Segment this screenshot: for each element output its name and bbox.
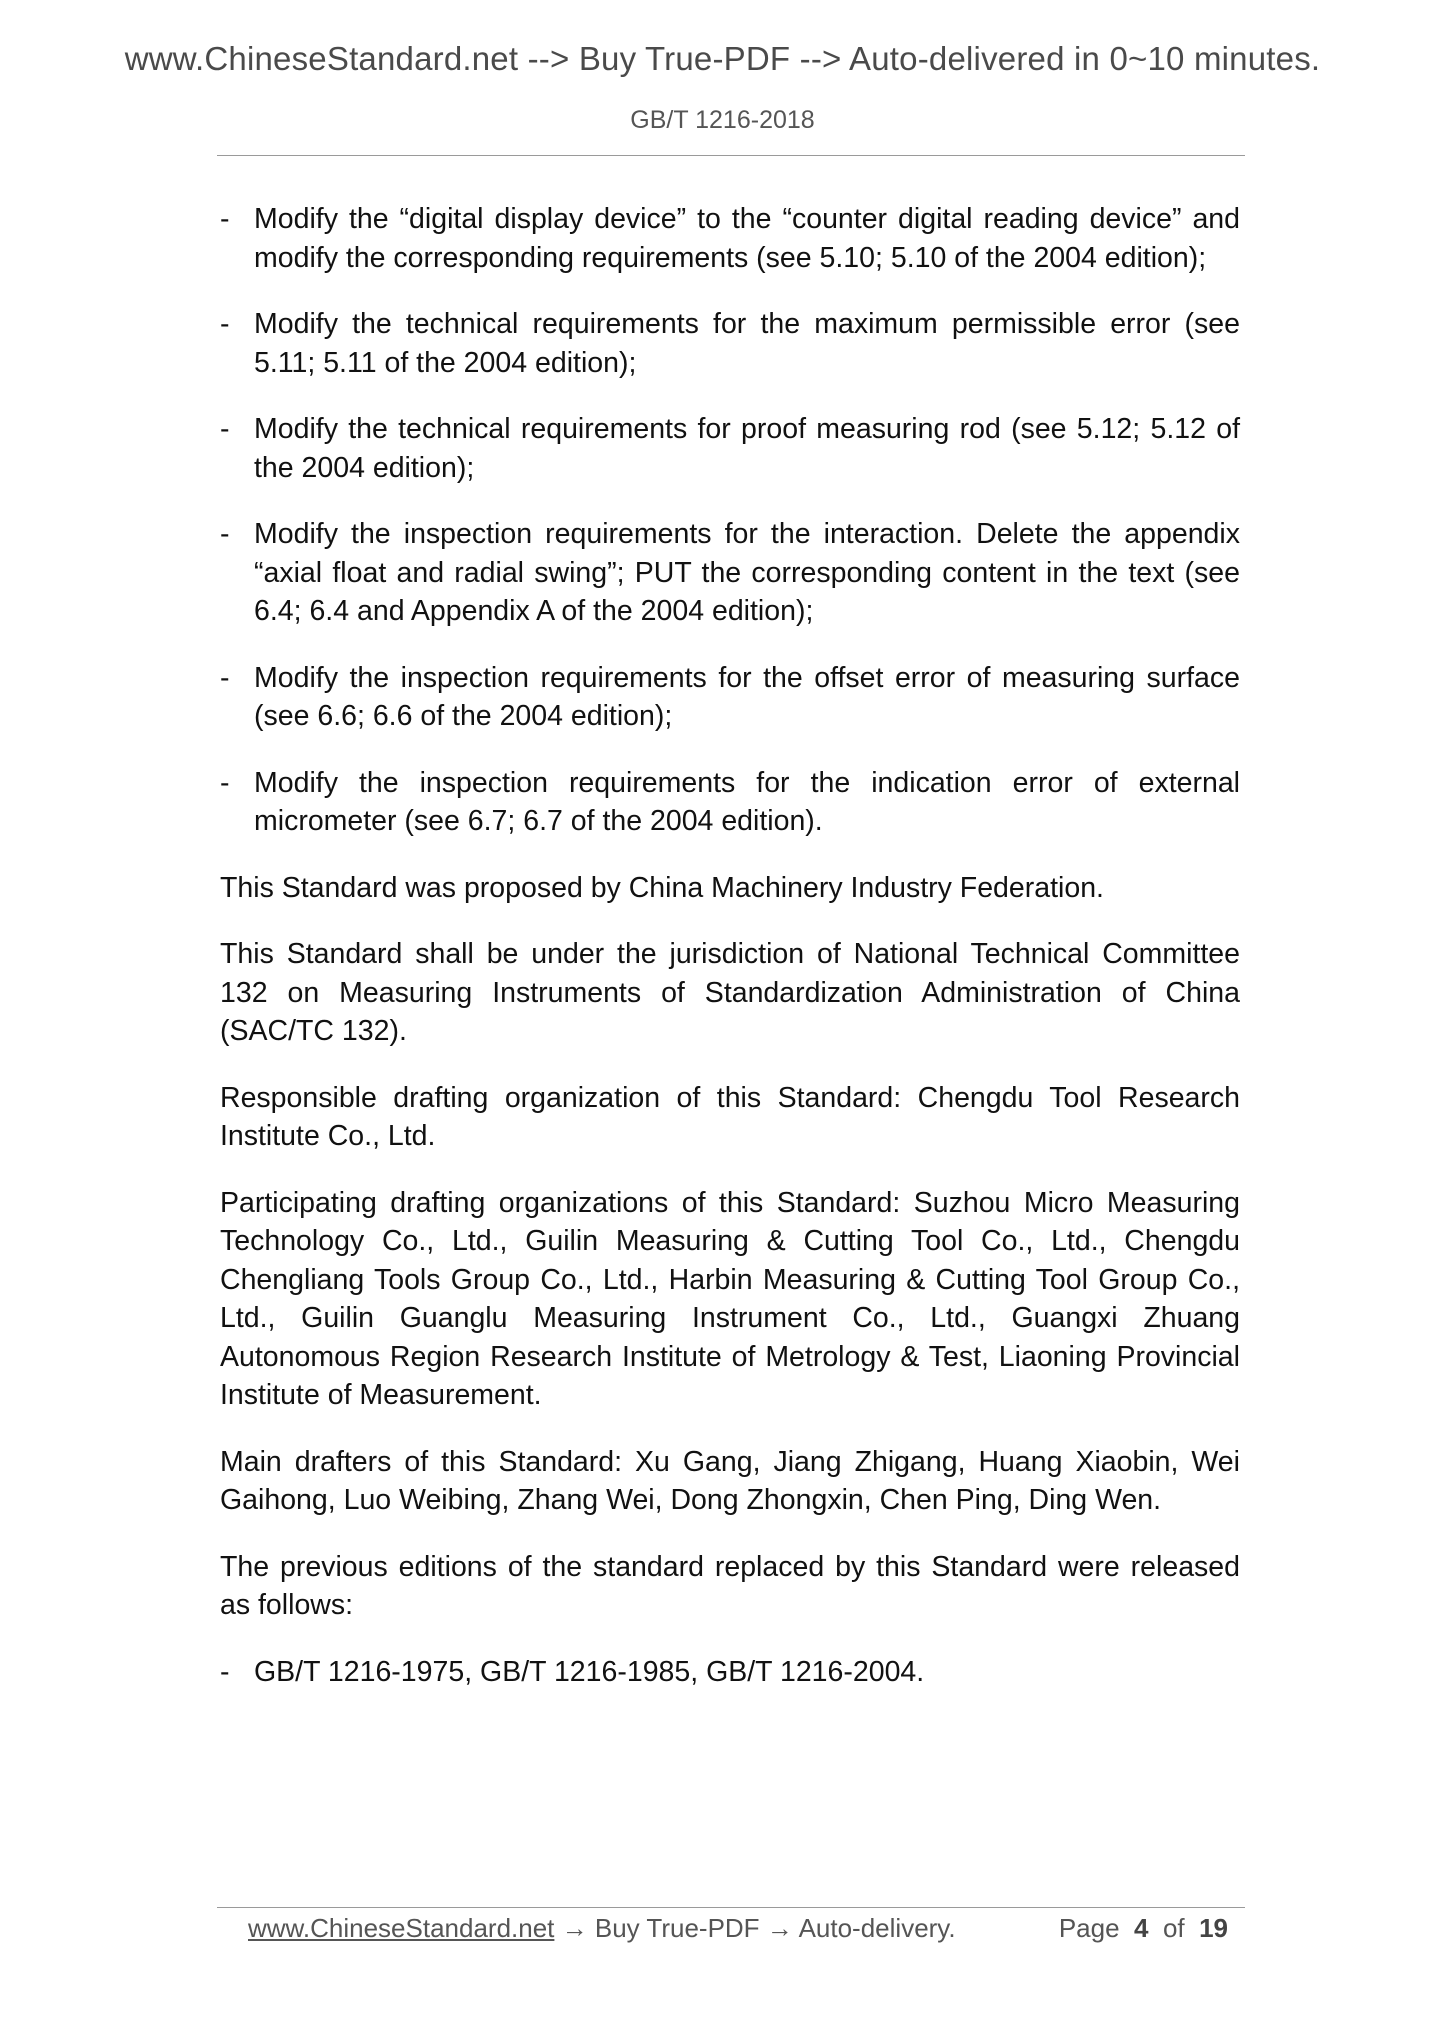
change-item-text: Modify the technical requirements for the maximum permissible error (see 5.11; 5.11 of the 2004 edition); — [254, 308, 1240, 379]
drafters-paragraph: Main drafters of this Standard: Xu Gang, Jiang Zhigang, Huang Xiaobin, Wei Gaihong, Luo Weibing, Zhang Wei, Dong Zhongxin, Chen Ping, Ding Wen. — [220, 1445, 1240, 1516]
change-item — [220, 410, 1240, 487]
bullet-dash: - — [220, 308, 230, 340]
change-item — [220, 764, 1240, 841]
bullet-dash: - — [220, 766, 230, 799]
bullet-dash: - — [220, 1655, 230, 1688]
previous-editions-paragraph: The previous editions of the standard replaced by this Standard were released as follows: — [220, 1550, 1240, 1621]
responsible-org-paragraph: Responsible drafting organization of this Standard: Chengdu Tool Research Institute Co., Ltd. — [220, 1081, 1240, 1152]
change-item-text: Modify the inspection requirements for the interaction. Delete the appendix “axial float and radial swing”; PUT the corresponding content in the text (see 6.4; 6.4 and Appendix A of the 2004 edition); — [254, 518, 1240, 627]
bullet-dash: - — [220, 413, 230, 445]
bullet-dash: - — [220, 203, 230, 235]
page-content — [220, 200, 1240, 1719]
change-item-text: Modify the inspection requirements for the indication error of external micrometer (see 6.7; 6.7 of the 2004 edition). — [254, 766, 1240, 837]
site-banner: www.ChineseStandard.net --> Buy True-PDF --> Auto-delivered in 0~10 minutes. — [124, 40, 1321, 77]
header-divider — [217, 155, 1245, 156]
participating-orgs-paragraph: Participating drafting organizations of this Standard: Suzhou Micro Measuring Technology Co., Ltd., Guilin Measuring & Cutting Tool Co., Ltd., Chengdu Chengliang Tools Group Co., Ltd., Harbin Measuring & Cutting Tool Group Co., Ltd., Guilin Guanglu Measuring Instrument Co., Ltd., Guangxi Zhuang Autonomous Region Research Institute of Metrology & Test, Liaoning Provincial Institute of Measurement. — [220, 1186, 1240, 1411]
change-item — [220, 305, 1240, 382]
editions-item-text: GB/T 1216-1975, GB/T 1216-1985, GB/T 1216-2004. — [254, 1655, 925, 1688]
page-number — [1059, 1913, 1228, 1944]
footer-divider — [217, 1907, 1245, 1908]
change-item-text: Modify the technical requirements for proof measuring rod (see 5.12; 5.12 of the 2004 edition); — [254, 413, 1240, 484]
change-item — [220, 515, 1240, 631]
document-code: GB/T 1216-2018 — [630, 106, 815, 134]
change-item-text: Modify the “digital display device” to the “counter digital reading device” and modify the corresponding requirements (see 5.10; 5.10 of the 2004 edition); — [254, 203, 1240, 274]
bullet-dash: - — [220, 661, 230, 694]
change-item — [220, 659, 1240, 736]
change-item-text: Modify the inspection requirements for the offset error of measuring surface (see 6.6; 6.6 of the 2004 edition); — [254, 661, 1240, 732]
bullet-dash: - — [220, 518, 230, 550]
current-page: 4 — [1134, 1913, 1149, 1943]
change-item — [220, 200, 1240, 277]
page-label: Page — [1058, 1913, 1120, 1943]
site-link[interactable]: www.ChineseStandard.net — [248, 1913, 555, 1943]
editions-item — [220, 1653, 1240, 1692]
footer-promo — [248, 1913, 956, 1944]
jurisdiction-paragraph: This Standard shall be under the jurisdiction of National Technical Committee 132 on Measuring Instruments of Standardization Administration of China (SAC/TC 132). — [220, 938, 1240, 1047]
proposer-paragraph: This Standard was proposed by China Machinery Industry Federation. — [220, 871, 1104, 904]
total-pages: 19 — [1199, 1913, 1228, 1943]
page-footer — [248, 1913, 1228, 1953]
footer-promo-text: → Buy True-PDF → Auto-delivery. — [554, 1913, 956, 1943]
of-label: of — [1162, 1913, 1185, 1943]
